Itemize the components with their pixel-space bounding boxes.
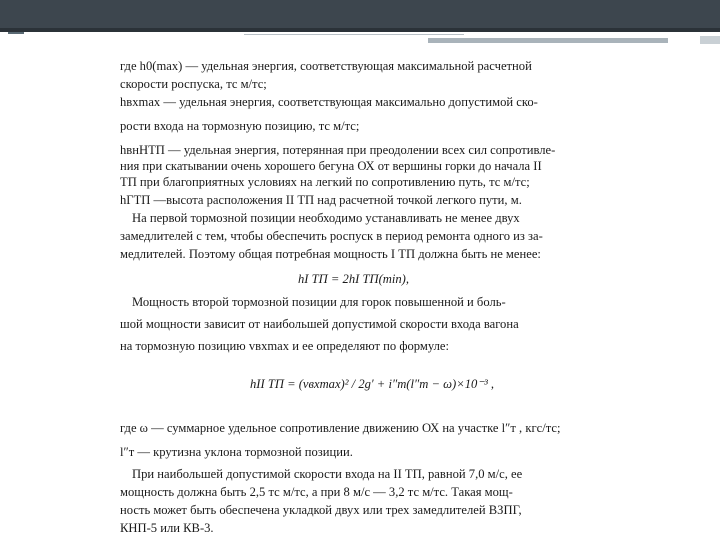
text-line: на тормозную позицию vвхmax и ее определяют по формуле:: [120, 339, 449, 353]
text-line: где ω — суммарное удельное сопротивление движению ОХ на участке l″т , кгс/тс;: [120, 421, 561, 435]
header-accent: [8, 32, 24, 34]
text-line: ТП при благоприятных условиях на легкий по сопротивлению путь, тс м/тс;: [120, 175, 530, 189]
text-line: ность может быть обеспечена укладкой двух или трех замедлителей ВЗПГ,: [120, 503, 522, 517]
text-line: hГТП —высота расположения II ТП над расчетной точкой легкого пути, м.: [120, 193, 522, 207]
text-line: мощность должна быть 2,5 тс м/тс, а при 8 м/с — 3,2 тс м/тс. Такая мощ-: [120, 485, 513, 499]
text-line: скорости роспуска, тс м/тс;: [120, 77, 267, 91]
text-line: hвхmax — удельная энергия, соответствующая максимально допустимой ско-: [120, 95, 538, 109]
text-line: рости входа на тормозную позицию, тс м/тс;: [120, 119, 360, 133]
header-accent-corner: [700, 36, 720, 44]
text-line: медлителей. Поэтому общая потребная мощность I ТП должна быть не менее:: [120, 247, 541, 261]
text-line: ния при скатывании очень хорошего бегуна ОХ от вершины горки до начала II: [120, 159, 542, 173]
formula-total-power: hI ТП = 2hI ТП(min),: [298, 272, 409, 286]
header-stripe: [0, 28, 720, 32]
text-line: замедлителей с тем, чтобы обеспечить роспуск в период ремонта одного из за-: [120, 229, 543, 243]
text-line: где h0(max) — удельная энергия, соответствующая максимальной расчетной: [120, 59, 532, 73]
formula-second-position: hII ТП = (vвхmax)² / 2g′ + i″т(l″т − ω)×10⁻³ ,: [250, 377, 495, 391]
text-line: На первой тормозной позиции необходимо устанавливать не менее двух: [132, 211, 520, 225]
text-line: КНП-5 или КВ-3.: [120, 521, 214, 535]
header-accent-line: [244, 34, 464, 35]
text-line: При наибольшей допустимой скорости входа на II ТП, равной 7,0 м/с, ее: [132, 467, 523, 481]
header-accent-bar: [428, 38, 668, 43]
document-page: [120, 50, 600, 536]
text-line: l″т — крутизна уклона тормозной позиции.: [120, 445, 353, 459]
text-line: Мощность второй тормозной позиции для горок повышенной и боль-: [132, 295, 506, 309]
text-line: шой мощности зависит от наибольшей допустимой скорости входа вагона: [120, 317, 519, 331]
slide-header-bar: [0, 0, 720, 32]
text-line: hвнНТП — удельная энергия, потерянная при преодолении всех сил сопротивле-: [120, 143, 556, 157]
